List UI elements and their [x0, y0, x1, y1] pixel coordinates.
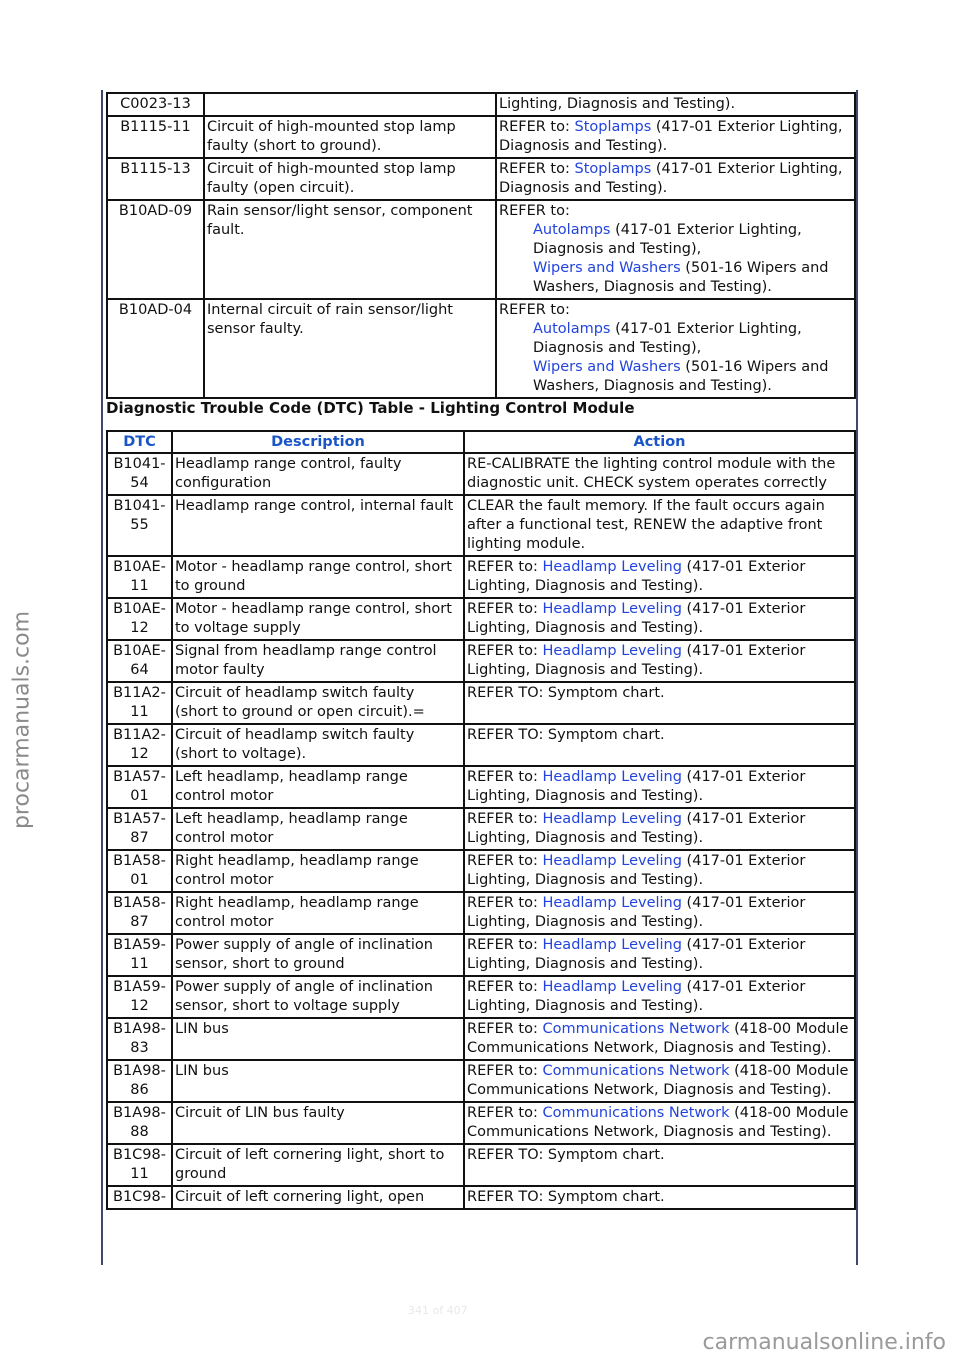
dtc-code: B1C98-11	[107, 1144, 172, 1186]
table-row	[107, 495, 855, 556]
dtc-code: B10AE-11	[107, 556, 172, 598]
dtc-description: Right headlamp, headlamp range control motor	[172, 850, 464, 892]
dtc-description: Power supply of angle of inclination sensor, short to voltage supply	[172, 976, 464, 1018]
dtc-action	[464, 1102, 855, 1144]
table-row	[107, 682, 855, 724]
dtc-code: B1A59-12	[107, 976, 172, 1018]
action-text: (501-16 Wipers and Washers, Diagnosis and Testing).	[533, 260, 829, 295]
dtc-action	[464, 724, 855, 766]
action-text: REFER TO: Symptom chart.	[467, 1147, 665, 1163]
dtc-action	[464, 892, 855, 934]
action-text: REFER TO: Symptom chart.	[467, 1189, 665, 1205]
dtc-description	[204, 93, 496, 116]
lighting-control-dtc-table	[106, 430, 856, 1210]
dtc-action	[464, 808, 855, 850]
dtc-action	[464, 1018, 855, 1060]
table-row	[107, 158, 855, 200]
reference-link[interactable]: Headlamp Leveling	[542, 853, 682, 869]
dtc-action	[464, 766, 855, 808]
dtc-description: Circuit of left cornering light, short to ground	[172, 1144, 464, 1186]
action-text: (418-00 Module Communications Network, Diagnosis and Testing).	[467, 1105, 849, 1140]
table-row	[107, 200, 855, 299]
table-row	[107, 93, 855, 116]
dtc-action	[496, 200, 855, 299]
dtc-code: B1115-11	[107, 116, 204, 158]
dtc-code: B1A59-11	[107, 934, 172, 976]
reference-link[interactable]: Wipers and Washers	[533, 260, 681, 276]
dtc-description: Internal circuit of rain sensor/light sensor faulty.	[204, 299, 496, 398]
dtc-action	[496, 93, 855, 116]
section-heading: Diagnostic Trouble Code (DTC) Table - Lighting Control Module	[106, 399, 635, 417]
dtc-description: Circuit of high-mounted stop lamp faulty (open circuit).	[204, 158, 496, 200]
table-row	[107, 598, 855, 640]
dtc-action	[464, 682, 855, 724]
reference-link[interactable]: Headlamp Leveling	[542, 937, 682, 953]
action-text: REFER to:	[467, 769, 543, 785]
dtc-description: Circuit of headlamp switch faulty (short to ground or open circuit).=	[172, 682, 464, 724]
page-frame-right	[856, 90, 858, 1265]
dtc-description: Headlamp range control, internal fault	[172, 495, 464, 556]
reference-link[interactable]: Communications Network	[542, 1021, 730, 1037]
dtc-code: B10AD-04	[107, 299, 204, 398]
action-text: (417-01 Exterior Lighting, Diagnosis and Testing).	[467, 769, 806, 804]
dtc-code: B11A2-11	[107, 682, 172, 724]
dtc-description: Left headlamp, headlamp range control motor	[172, 766, 464, 808]
action-text: REFER to:	[499, 161, 575, 177]
reference-link[interactable]: Wipers and Washers	[533, 359, 681, 375]
reference-link[interactable]: Headlamp Leveling	[542, 979, 682, 995]
table-row	[107, 724, 855, 766]
table-row	[107, 1102, 855, 1144]
table-row	[107, 766, 855, 808]
table-row	[107, 556, 855, 598]
reference-link[interactable]: Headlamp Leveling	[542, 601, 682, 617]
dtc-code: B1A98-86	[107, 1060, 172, 1102]
dtc-code: B1A57-01	[107, 766, 172, 808]
dtc-code: B1A98-88	[107, 1102, 172, 1144]
dtc-description: Rain sensor/light sensor, component fault.	[204, 200, 496, 299]
dtc-action	[464, 1186, 855, 1209]
dtc-description: Circuit of LIN bus faulty	[172, 1102, 464, 1144]
dtc-description: LIN bus	[172, 1018, 464, 1060]
action-text: REFER to:	[499, 302, 570, 318]
reference-link[interactable]: Communications Network	[542, 1063, 730, 1079]
action-text: (417-01 Exterior Lighting, Diagnosis and Testing).	[467, 643, 806, 678]
action-text: (417-01 Exterior Lighting, Diagnosis and Testing).	[467, 895, 806, 930]
dtc-action	[464, 1060, 855, 1102]
action-text: REFER to:	[499, 203, 570, 219]
action-text: (417-01 Exterior Lighting, Diagnosis and Testing).	[467, 979, 806, 1014]
reference-link[interactable]: Stoplamps	[574, 161, 652, 177]
header-action: Action	[464, 431, 855, 453]
dtc-description: Motor - headlamp range control, short to voltage supply	[172, 598, 464, 640]
dtc-code: B1041-54	[107, 453, 172, 495]
action-text: CLEAR the fault memory. If the fault occurs again after a functional test, RENEW the adaptive front lighting module.	[467, 498, 825, 552]
action-text: (501-16 Wipers and Washers, Diagnosis and Testing).	[533, 359, 829, 394]
table-row	[107, 640, 855, 682]
dtc-code: B1C98-	[107, 1186, 172, 1209]
action-text: (417-01 Exterior Lighting, Diagnosis and Testing),	[533, 321, 802, 356]
action-text: REFER to:	[467, 1021, 543, 1037]
action-text: (418-00 Module Communications Network, Diagnosis and Testing).	[467, 1021, 849, 1056]
action-text: (417-01 Exterior Lighting, Diagnosis and Testing).	[467, 601, 806, 636]
top-dtc-table	[106, 92, 856, 399]
dtc-code: B1A98-83	[107, 1018, 172, 1060]
dtc-description: Power supply of angle of inclination sensor, short to ground	[172, 934, 464, 976]
action-text: REFER to:	[467, 853, 543, 869]
action-text: (417-01 Exterior Lighting, Diagnosis and Testing).	[467, 853, 806, 888]
dtc-description: Right headlamp, headlamp range control motor	[172, 892, 464, 934]
action-text: (417-01 Exterior Lighting, Diagnosis and Testing).	[467, 937, 806, 972]
dtc-code: B1A58-87	[107, 892, 172, 934]
dtc-code: B1A58-01	[107, 850, 172, 892]
reference-link[interactable]: Autolamps	[533, 222, 611, 238]
table-row	[107, 1186, 855, 1209]
dtc-action	[464, 640, 855, 682]
dtc-action	[464, 495, 855, 556]
action-text: RE-CALIBRATE the lighting control module with the diagnostic unit. CHECK system operates correctly	[467, 456, 836, 491]
table-row	[107, 976, 855, 1018]
dtc-action	[464, 1144, 855, 1186]
action-text: REFER TO: Symptom chart.	[467, 685, 665, 701]
dtc-description: Left headlamp, headlamp range control motor	[172, 808, 464, 850]
dtc-description: Signal from headlamp range control motor faulty	[172, 640, 464, 682]
reference-link[interactable]: Communications Network	[542, 1105, 730, 1121]
action-text: REFER to:	[467, 811, 543, 827]
page-frame-left	[101, 90, 103, 1265]
dtc-code: B10AE-12	[107, 598, 172, 640]
page-number: 341 of 407	[408, 1304, 468, 1317]
action-text: REFER to:	[467, 979, 543, 995]
dtc-action	[464, 453, 855, 495]
table-row	[107, 299, 855, 398]
action-text: REFER to:	[467, 937, 543, 953]
action-text: REFER to:	[467, 1063, 543, 1079]
table-row	[107, 808, 855, 850]
action-text: (417-01 Exterior Lighting, Diagnosis and Testing).	[499, 119, 843, 154]
dtc-code: C0023-13	[107, 93, 204, 116]
dtc-action	[464, 934, 855, 976]
action-text: (417-01 Exterior Lighting, Diagnosis and Testing).	[467, 559, 806, 594]
dtc-action	[496, 116, 855, 158]
action-text: (417-01 Exterior Lighting, Diagnosis and Testing),	[533, 222, 802, 257]
action-text: (417-01 Exterior Lighting, Diagnosis and Testing).	[499, 161, 843, 196]
side-watermark: procarmanuals.com	[9, 610, 35, 830]
dtc-description: LIN bus	[172, 1060, 464, 1102]
table-row	[107, 116, 855, 158]
header-description: Description	[172, 431, 464, 453]
dtc-action	[496, 299, 855, 398]
table-header-row	[107, 431, 855, 453]
action-text: REFER to:	[467, 895, 543, 911]
action-text: (418-00 Module Communications Network, Diagnosis and Testing).	[467, 1063, 849, 1098]
action-text: REFER to:	[499, 119, 575, 135]
dtc-action	[496, 158, 855, 200]
dtc-description: Circuit of left cornering light, open	[172, 1186, 464, 1209]
action-text: REFER to:	[467, 601, 543, 617]
table-row	[107, 1018, 855, 1060]
table-row	[107, 850, 855, 892]
table-row	[107, 934, 855, 976]
action-text: REFER to:	[467, 643, 543, 659]
reference-link[interactable]: Headlamp Leveling	[542, 559, 682, 575]
reference-link[interactable]: Headlamp Leveling	[542, 769, 682, 785]
dtc-code: B1041-55	[107, 495, 172, 556]
footer-watermark: carmanualsonline.info	[702, 1330, 946, 1355]
dtc-description: Headlamp range control, faulty configuration	[172, 453, 464, 495]
table-row	[107, 1144, 855, 1186]
dtc-action	[464, 976, 855, 1018]
dtc-description: Motor - headlamp range control, short to ground	[172, 556, 464, 598]
reference-link[interactable]: Stoplamps	[574, 119, 652, 135]
header-dtc: DTC	[107, 431, 172, 453]
reference-link[interactable]: Headlamp Leveling	[542, 643, 682, 659]
reference-link[interactable]: Headlamp Leveling	[542, 811, 682, 827]
dtc-code: B10AE-64	[107, 640, 172, 682]
dtc-code: B1115-13	[107, 158, 204, 200]
dtc-action	[464, 850, 855, 892]
action-text: (417-01 Exterior Lighting, Diagnosis and Testing).	[467, 811, 806, 846]
action-text: REFER TO: Symptom chart.	[467, 727, 665, 743]
reference-link[interactable]: Autolamps	[533, 321, 611, 337]
dtc-code: B10AD-09	[107, 200, 204, 299]
dtc-code: B1A57-87	[107, 808, 172, 850]
action-text: Lighting, Diagnosis and Testing).	[499, 96, 736, 112]
dtc-action	[464, 556, 855, 598]
table-row	[107, 453, 855, 495]
action-text: REFER to:	[467, 1105, 543, 1121]
reference-link[interactable]: Headlamp Leveling	[542, 895, 682, 911]
dtc-description: Circuit of high-mounted stop lamp faulty (short to ground).	[204, 116, 496, 158]
dtc-action	[464, 598, 855, 640]
dtc-code: B11A2-12	[107, 724, 172, 766]
table-row	[107, 1060, 855, 1102]
dtc-description: Circuit of headlamp switch faulty (short to voltage).	[172, 724, 464, 766]
table-row	[107, 892, 855, 934]
action-text: REFER to:	[467, 559, 543, 575]
